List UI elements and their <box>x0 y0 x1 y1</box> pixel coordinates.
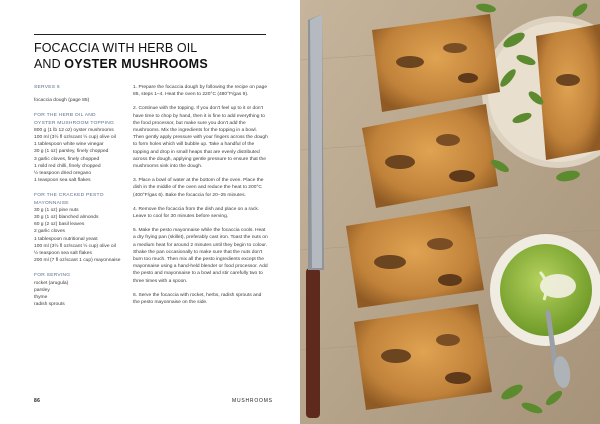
chapter-name: MUSHROOMS <box>232 398 273 404</box>
ingredient-item: rocket (arugula) <box>34 280 69 286</box>
ingredients-column <box>34 84 126 308</box>
food-photo <box>300 0 600 424</box>
ingredient-item: ½ teaspoon dried oregano <box>34 171 92 177</box>
page-number: 86 <box>34 398 41 404</box>
focaccia-slice-4 <box>354 304 492 410</box>
ingredient-item: 1 teaspoon sea salt flakes <box>34 178 91 184</box>
food-photo-illustration <box>300 0 600 424</box>
ingredient-item: 100 ml (3½ fl oz/scant ½ cup) olive oil <box>34 135 116 141</box>
dough-ingredient: focaccia dough (page 85) <box>34 98 90 104</box>
ingredient-item: 200 ml (7 fl oz/scant 1 cup) mayonnaise <box>34 258 121 264</box>
method-step: 3. Place a bowl of water at the bottom of the oven. Place the dish in the middle of the oven and reduce the heat to 200°C (400°F/gas 6). Bake the focaccia for 20–25 minutes. <box>133 178 264 198</box>
method-step: 5. Make the pesto mayonnaise while the focaccia cools. Heat a dry frying pan (skillet), preferably cast iron. Toast the nuts on a medium heat for around 2 minutes until they begin to colour. Shake the pan occasionally to make sure that the nuts don't burn too much. Then mix all the pesto ingredients except the mayonnaise using a hand-held blender or food processor. Add the pesto and mayonnaise to a bowl and stir carefully two to three times with a spoon. <box>133 228 268 284</box>
title-line-2-bold: OYSTER MUSHROOMS <box>64 57 208 71</box>
ingredient-item: radish sprouts <box>34 302 65 308</box>
ingredient-item: 1 mild red chilli, finely chopped <box>34 163 101 169</box>
ingredient-item: 1 tablespoon nutritional yeast <box>34 236 98 242</box>
ingredient-item: 30 g (1 oz) pine nuts <box>34 207 79 213</box>
ingredient-item: 60 g (2 oz) basil leaves <box>34 222 85 228</box>
top-rule <box>34 34 266 35</box>
ingredient-item: 3 garlic cloves, finely chopped <box>34 156 100 162</box>
method-step: 6. Serve the focaccia with rocket, herbs, radish sprouts and the pesto mayonnaise on the side. <box>133 292 262 306</box>
serves: SERVES 6 <box>34 85 60 90</box>
herb-oil-heading-2: OYSTER MUSHROOM TOPPING <box>34 120 115 126</box>
pesto-heading-2: MAYONNAISE <box>34 200 69 206</box>
method-column <box>133 84 269 313</box>
title-line-1: FOCACCIA WITH HERB OIL <box>34 41 198 55</box>
ingredient-item: thyme <box>34 295 48 301</box>
ingredient-item: 30 g (1 oz) parsley, finely chopped <box>34 149 109 155</box>
ingredient-item: 1 tablespoon white wine vinegar <box>34 142 104 148</box>
title-line-2-prefix: AND <box>34 57 65 71</box>
method-step: 1. Prepare the focaccia dough by following the recipe on page 85, steps 1–4. Heat the oven to 220°C (480°F/gas 9). <box>133 85 268 98</box>
ingredient-item: parsley <box>34 287 50 293</box>
ingredient-item: ½ teaspoon sea salt flakes <box>34 251 92 257</box>
method-step: 4. Remove the focaccia from the dish and place on a rack. Leave to cool for 30 minutes before serving. <box>133 206 260 220</box>
herb-oil-heading-1: FOR THE HERB OIL AND <box>34 113 96 119</box>
ingredient-item: 2 garlic cloves <box>34 229 65 235</box>
serving-heading: FOR SERVING <box>34 273 71 279</box>
ingredient-item: 100 ml (3½ fl oz/scant ½ cup) olive oil <box>34 243 116 249</box>
focaccia-slice-plate <box>536 24 600 160</box>
method-step: 2. Continue with the topping. If you don't feel up to it or don't have time to chop by hand, then it is fine to add everything to the food processor, but make sure you don't add the mushrooms. Mix the ingredients for the topping in a bowl. Then gently apply pressure with your fingers across the dough to form holes which will bubble up. Take a handful of the topping and drop in small heaps that are evenly distributed across the dough, applying gentle pressure to ensure that the mushrooms sink into the dough. <box>133 106 268 170</box>
recipe-title <box>34 40 274 72</box>
pesto-heading-1: FOR THE CRACKED PESTO <box>34 193 104 199</box>
ingredient-item: 800 g (1 lb 12 oz) oyster mushrooms <box>34 127 114 133</box>
ingredient-item: 30 g (1 oz) blanched almonds <box>34 215 99 221</box>
pesto-bowl <box>490 234 600 346</box>
